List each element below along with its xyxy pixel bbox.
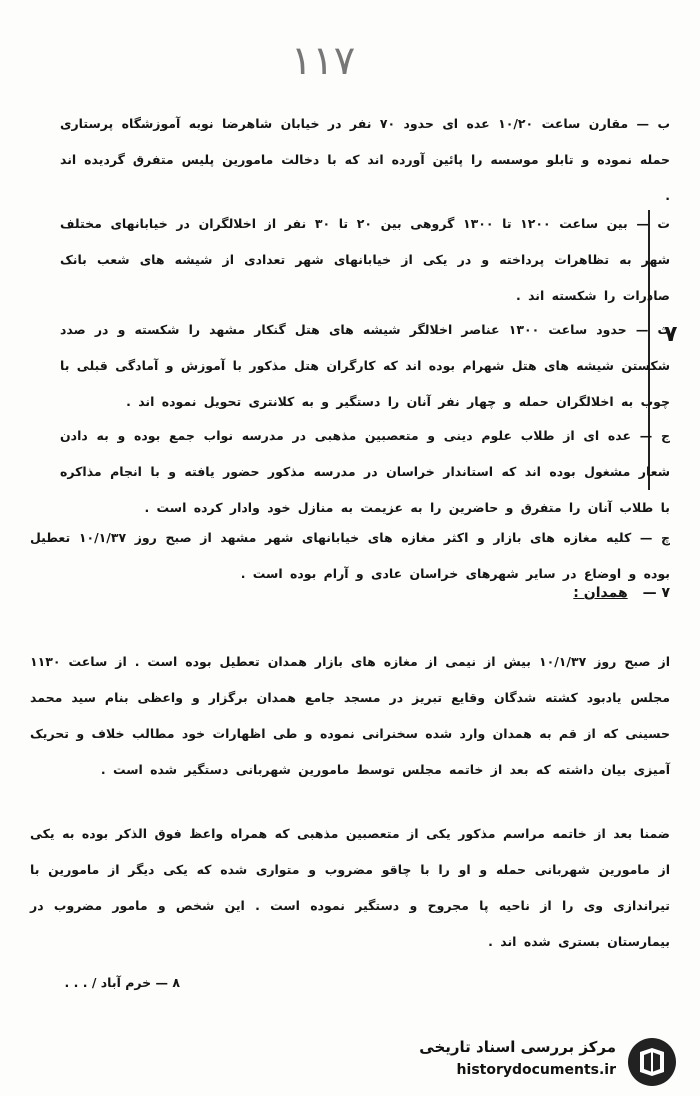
paragraph-marker: ث —: [635, 322, 671, 337]
paragraph-text: کلیه مغازه های بازار و اکثر مغازه های خیابانهای شهر مشهد از صبح روز ۱۰/۱/۳۷ تعطیل بوده و اوضاع در سایر شهرهای خراسان عادی و آرام بوده است .: [30, 530, 670, 581]
section-heading: [573, 585, 670, 601]
section-number: ۷ —: [642, 585, 670, 601]
paragraph-marker: ج —: [639, 428, 670, 443]
paragraph-text: حدود ساعت ۱۳۰۰ عناصر اخلالگر شیشه های هتل گنکار مشهد را شکسته و در صدد شکستن شیشه های هتل شهرام بوده اند که کارگران هتل مذکور با آموزش و آمادگی قبلی با چوب به اخلالگران حمله و چهار نفر آنان را دستگیر و به کلانتری تحویل نموده اند .: [60, 322, 670, 409]
section-title: همدان :: [573, 585, 628, 601]
paragraph-ch: [30, 520, 670, 592]
margin-annotation: ۷: [664, 322, 678, 347]
paragraph-marker: ب —: [636, 116, 671, 131]
watermark-title: مرکز بررسی اسناد تاریخی: [419, 1038, 616, 1056]
item-8-heading: ۸ — خرم آباد / . . .: [64, 975, 180, 990]
page-number: ۱۱۷: [290, 38, 356, 84]
section-paragraph-2: [30, 816, 670, 960]
archive-logo-icon: [626, 1036, 678, 1088]
watermark-url: historydocuments.ir: [456, 1062, 616, 1078]
paragraph-marker: چ —: [639, 530, 670, 545]
paragraph-text: ضمنا بعد از خاتمه مراسم مذکور یکی از متعصبین مذهبی که همراه واعظ فوق الذکر بوده به یکی از مامورین شهربانی حمله و او را با چاقو مضروب و متواری شده که یکی دیگر از مامورین با تیراندازی وی را از ناحیه پا مجروح و دستگیر نموده است . این شخص و مامور مضروب در بیمارستان بستری شده اند .: [30, 826, 670, 949]
paragraph-t: [60, 206, 670, 314]
paragraph-text: عده ای از طلاب علوم دینی و متعصبین مذهبی در مدرسه نواب جمع بوده و به دادن شعار مشغول بوده اند که استاندار خراسان در مدرسه مذکور حضور یافته و با انجام مذاکره با طلاب آنان را متفرق و حاضرین را به عزیمت به منازل خود وادار کرده است .: [60, 428, 670, 515]
paragraph-th: [60, 312, 670, 420]
paragraph-b: [60, 106, 670, 214]
paragraph-j: [60, 418, 670, 526]
paragraph-marker: ت —: [636, 216, 670, 231]
section-paragraph-1: [30, 644, 670, 788]
paragraph-text: بین ساعت ۱۲۰۰ تا ۱۳۰۰ گروهی بین ۲۰ تا ۳۰ نفر از اخلالگران در خیابانهای مختلف شهر به تظاهرات پرداخته و در یکی از خیابانهای شهر تعدادی از شیشه های شعب بانک صادرات را شکسته اند .: [60, 216, 670, 303]
paragraph-text: از صبح روز ۱۰/۱/۳۷ بیش از نیمی از مغازه های بازار همدان تعطیل بوده است . از ساعت ۱۱۳۰ مجلس یادبود کشته شدگان وقایع تبریز در مسجد جامع همدان برگزار و واعظی بنام سید محمد حسینی که از قم به همدان وارد شده سخنرانی نموده و طی اظهارات خود مطالب خلاف و تحریک آمیزی بیان داشته که بعد از خاتمه مجلس توسط مامورین شهربانی دستگیر شده است .: [30, 654, 671, 777]
paragraph-text: مقارن ساعت ۱۰/۲۰ عده ای حدود ۷۰ نفر در خیابان شاهرضا نوبه آموزشگاه پرستاری حمله نموده و تابلو موسسه را پائین آورده اند که با دخالت مامورین پلیس متفرق گردیده اند .: [60, 116, 670, 203]
watermark: [396, 1036, 686, 1086]
